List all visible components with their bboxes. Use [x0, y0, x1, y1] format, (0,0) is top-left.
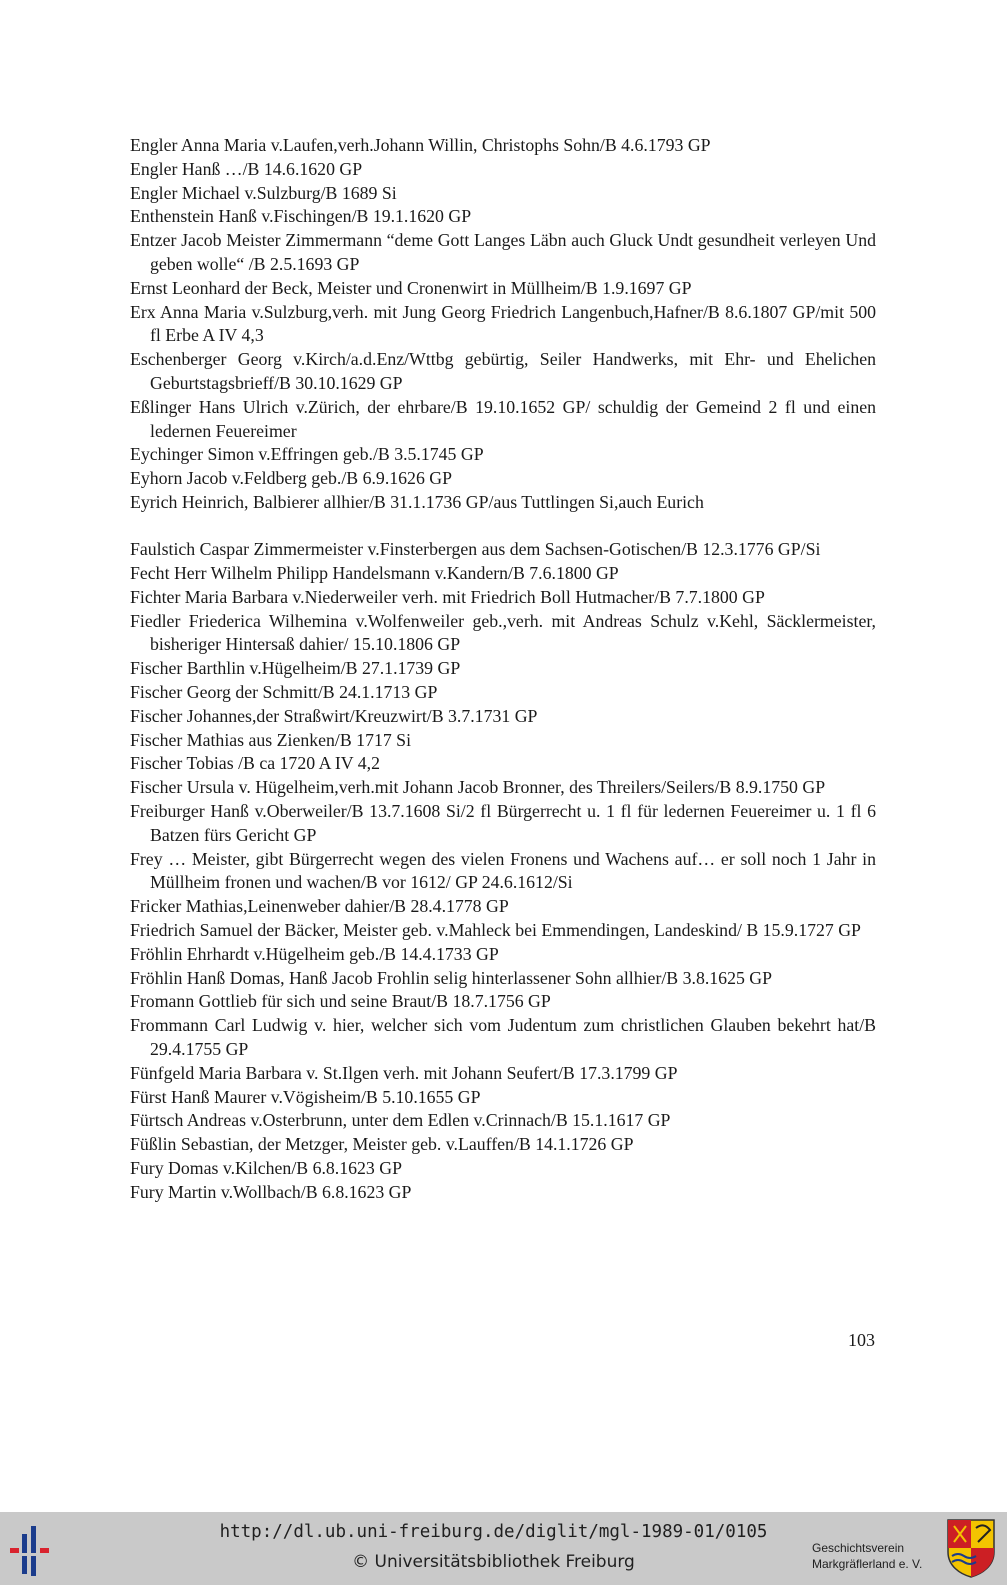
- register-entries: [130, 134, 876, 1205]
- register-entry: Fürst Hanß Maurer v.Vögisheim/B 5.10.1655 GP: [130, 1086, 481, 1107]
- register-entry: Entzer Jacob Meister Zimmermann “deme Gott Langes Läbn auch Gluck Undt gesundheit verleyen Und geben wolle“ /B 2.5.1693 GP: [130, 230, 876, 274]
- register-entry: Fecht Herr Wilhelm Philipp Handelsmann v.Kandern/B 7.6.1800 GP: [130, 563, 619, 584]
- register-entry: Fröhlin Hanß Domas, Hanß Jacob Frohlin selig hinterlassener Sohn allhier/B 3.8.1625 GP: [130, 967, 773, 988]
- register-entry: Fischer Barthlin v.Hügelheim/B 27.1.1739 GP: [130, 658, 461, 679]
- register-entry: Fischer Tobias /B ca 1720 A IV 4,2: [130, 753, 380, 774]
- register-entry: Fichter Maria Barbara v.Niederweiler verh. mit Friedrich Boll Hutmacher/B 7.7.1800 GP: [130, 586, 765, 607]
- footer-copyright: © Universitätsbibliothek Freiburg: [352, 1552, 635, 1572]
- register-entry: Eyhorn Jacob v.Feldberg geb./B 6.9.1626 GP: [130, 468, 453, 489]
- register-entry: Frommann Carl Ludwig v. hier, welcher sich vom Judentum zum christlichen Glauben bekehrt hat/B 29.4.1755 GP: [130, 1015, 876, 1059]
- register-entry: Fiedler Friederica Wilhemina v.Wolfenweiler geb.,verh. mit Andreas Schulz v.Kehl, Säcklermeister, bisheriger Hintersaß dahier/ 15.10.1806 GP: [130, 610, 876, 655]
- register-entry: Enthenstein Hanß v.Fischingen/B 19.1.1620 GP: [130, 206, 472, 227]
- society-line-2: Markgräflerland e. V.: [812, 1557, 923, 1571]
- register-entry: Fürtsch Andreas v.Osterbrunn, unter dem Edlen v.Crinnach/B 15.1.1617 GP: [130, 1110, 671, 1131]
- register-entry: Fischer Johannes,der Straßwirt/Kreuzwirt/B 3.7.1731 GP: [130, 705, 538, 726]
- register-entry: Fury Domas v.Kilchen/B 6.8.1623 GP: [130, 1157, 402, 1178]
- register-entry: Faulstich Caspar Zimmermeister v.Finsterbergen aus dem Sachsen-Gotischen/B 12.3.1776 GP/Si: [130, 539, 821, 560]
- register-entry: Engler Michael v.Sulzburg/B 1689 Si: [130, 182, 397, 203]
- register-entry: Fricker Mathias,Leinenweber dahier/B 28.4.1778 GP: [130, 896, 509, 917]
- register-entry: Ernst Leonhard der Beck, Meister und Cronenwirt in Müllheim/B 1.9.1697 GP: [130, 277, 692, 298]
- register-entry: Füßlin Sebastian, der Metzger, Meister geb. v.Lauffen/B 14.1.1726 GP: [130, 1134, 634, 1155]
- register-entry: Fischer Georg der Schmitt/B 24.1.1713 GP: [130, 682, 438, 703]
- register-entry: Eßlinger Hans Ulrich v.Zürich, der ehrbare/B 19.10.1652 GP/ schuldig der Gemeind 2 fl und einen ledernen Feuereimer: [130, 396, 876, 441]
- society-name: [812, 1540, 922, 1572]
- register-entry: Fury Martin v.Wollbach/B 6.8.1623 GP: [130, 1181, 412, 1202]
- section-gap: [130, 515, 876, 539]
- page-number: 103: [848, 1330, 875, 1350]
- register-entry: Eychinger Simon v.Effringen geb./B 3.5.1745 GP: [130, 444, 484, 465]
- register-entry: Freiburger Hanß v.Oberweiler/B 13.7.1608 Si/2 fl Bürgerrecht u. 1 fl für ledernen Feuereimer u. 1 fl 6 Batzen fürs Gericht GP: [130, 801, 876, 845]
- register-entry: Fünfgeld Maria Barbara v. St.Ilgen verh. mit Johann Seufert/B 17.3.1799 GP: [130, 1062, 678, 1083]
- footer-bar: [0, 1512, 1007, 1585]
- register-entry: Eschenberger Georg v.Kirch/a.d.Enz/Wttbg gebürtig, Seiler Handwerks, mit Ehr- und Ehelichen Geburtstagsbrieff/B 30.10.1629 GP: [130, 349, 876, 393]
- register-entry: Eyrich Heinrich, Balbierer allhier/B 31.1.1736 GP/aus Tuttlingen Si,auch Eurich: [130, 491, 704, 512]
- register-entry: Engler Anna Maria v.Laufen,verh.Johann Willin, Christophs Sohn/B 4.6.1793 GP: [130, 135, 711, 155]
- society-line-1: Geschichtsverein: [812, 1541, 905, 1555]
- society-crest-icon: [946, 1518, 996, 1578]
- register-entry: Friedrich Samuel der Bäcker, Meister geb. v.Mahleck bei Emmendingen, Landeskind/ B 15.9.1727 GP: [130, 920, 861, 940]
- register-entry: Fromann Gottlieb für sich und seine Braut/B 18.7.1756 GP: [130, 991, 551, 1012]
- footer-url-link[interactable]: http://dl.ub.uni-freiburg.de/diglit/mgl-1989-01/0105: [219, 1522, 768, 1542]
- register-entry: Fischer Ursula v. Hügelheim,verh.mit Johann Jacob Bronner, des Threilers/Seilers/B 8.9.1750 GP: [130, 777, 826, 798]
- register-entry: Fröhlin Ehrhardt v.Hügelheim geb./B 14.4.1733 GP: [130, 943, 499, 964]
- register-entry: Fischer Mathias aus Zienken/B 1717 Si: [130, 729, 412, 750]
- register-entry: Engler Hanß …/B 14.6.1620 GP: [130, 158, 363, 179]
- register-entry: Erx Anna Maria v.Sulzburg,verh. mit Jung Georg Friedrich Langenbuch,Hafner/B 8.6.1807 GP/mit 500 fl Erbe A IV 4,3: [130, 301, 876, 346]
- register-entry: Frey … Meister, gibt Bürgerrecht wegen des vielen Fronens und Wachens auf… er soll noch 1 Jahr in Müllheim fronen und wachen/B vor 1612/ GP 24.6.1612/Si: [130, 848, 876, 893]
